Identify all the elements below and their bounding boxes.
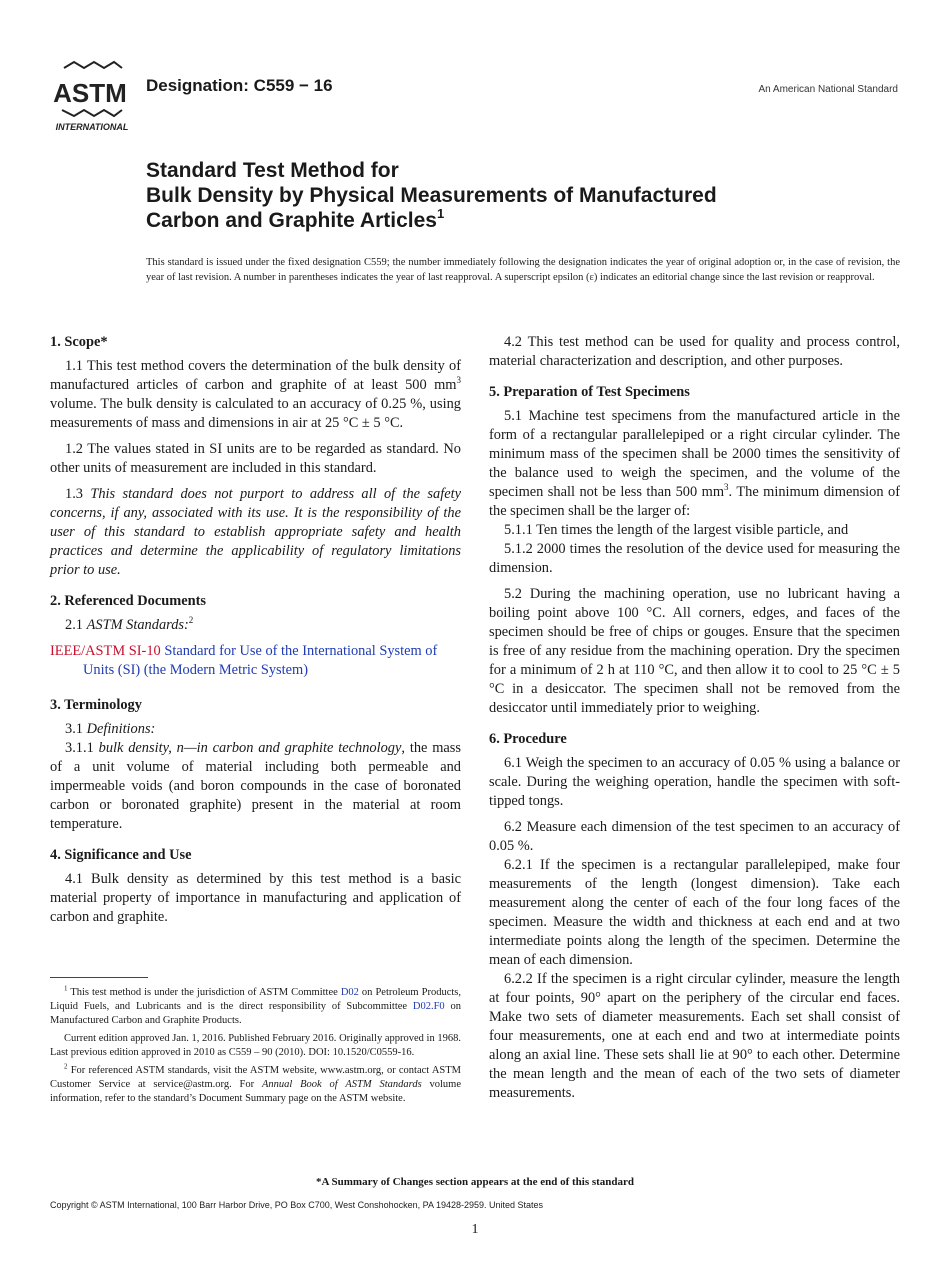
right-column	[489, 333, 900, 1110]
para-5-2: 5.2 During the machining operation, use no lubricant having a boiling point above 100 °C. All corners, edges, and faces of the specimen should be free of chips or gouges. Ensure that the specimen is free of any residue from the machining operation. Dry the specimen for a minimum of 2 h at 110 °C, and then allow it to cool to 25 °C ± 5 °C in a desiccator. The specimen shall not be removed from the desiccator until immediately prior to weighing.	[489, 586, 900, 716]
title-line-1: Standard Test Method for	[146, 159, 399, 182]
para-5-1: 5.1 Machine test specimens from the manufactured article in the form of a rectangular parallelepiped or a right circular cylinder. The minimum mass of the specimen shall be 2000 times the sensitivity of the balance used to weigh the specimen, and the volume of the specimen shall not be less than 500 $mm^3$. The minimum dimension of the specimen shall be the larger of:	[489, 408, 901, 519]
para-3-1: 3.1 Definitions:	[65, 721, 156, 737]
section-heading-preparation: 5. Preparation of Test Specimens	[489, 384, 690, 400]
footnote-1: $^1$ This test method is under the jurisdiction of ASTM Committee D02 on Petroleum Products, Liquid Fuels, and Lubricants and is the direct responsibility of Subcommittee D02.F0 on Manufactured Carbon and Graphite Products.	[50, 984, 462, 1026]
section-heading-scope: 1. Scope*	[50, 334, 108, 350]
para-1-3: 1.3 This standard does not purport to address all of the safety concerns, if any, associated with its use. It is the responsibility of the user of this standard to establish appropriate safety and health practices and determine the applicability of regulatory limitations prior to use.	[50, 486, 461, 578]
para-1-2: 1.2 The values stated in SI units are to be regarded as standard. No other units of measurement are included in this standard.	[50, 441, 461, 476]
para-4-2: 4.2 This test method can be used for quality and process control, material characterization and description, and other purposes.	[489, 334, 900, 369]
para-6-2-1: 6.2.1 If the specimen is a rectangular parallelepiped, make four measurements of the length (longest dimension). Take each measurement along the center of each of the four long faces of the specimen. Measure the width and thickness at each end and at two intermediate points along the length of the specimen. Determine the mean of each dimension.	[489, 857, 900, 968]
summary-of-changes-note: *A Summary of Changes section appears at the end of this standard	[315, 1176, 635, 1188]
para-6-2-2: 6.2.2 If the specimen is a right circular cylinder, measure the length at four points, 90° apart on the periphery of the circular end faces. Make two sets of diameter measurements. Each set shall consist of four measurements, one at each end and two at intermediate points along an axial line. These sets shall lie at 90° to each other. Determine the mean length and the mean of each of the two sets of diameter measurements.	[489, 971, 900, 1101]
title-line-3: Carbon and Graphite Articles$^1$	[146, 206, 445, 232]
logo-text: ASTM	[53, 78, 127, 108]
section-heading-terminology: 3. Terminology	[50, 697, 142, 713]
logo-subtext: INTERNATIONAL	[55, 122, 129, 132]
section-heading-procedure: 6. Procedure	[489, 731, 567, 747]
para-6-2: 6.2 Measure each dimension of the test specimen to an accuracy of 0.05 %.	[489, 819, 900, 854]
para-5-1-2: 5.1.2 2000 times the resolution of the device used for measuring the dimension.	[489, 541, 900, 576]
document-title	[146, 158, 866, 233]
section-heading-significance: 4. Significance and Use	[50, 847, 192, 863]
intro-paragraph: This standard is issued under the fixed designation C559; the number immediately following the designation indicates the year of original adoption or, in the case of revision, the year of last revision. A number in parentheses indicates the year of last reapproval. A superscript epsilon (ε) indicates an editorial change since the last revision or reapproval.	[146, 257, 900, 283]
title-line-2: Bulk Density by Physical Measurements of Manufactured	[146, 184, 717, 207]
reference-si10-link[interactable]: IEEE/ASTM SI-10 Standard for Use of the International System of Units (SI) (the Modern Metric System)	[50, 643, 438, 678]
para-5-1-1: 5.1.1 Ten times the length of the largest visible particle, and	[504, 522, 849, 538]
copyright-line: Copyright © ASTM International, 100 Barr Harbor Drive, PO Box C700, West Conshohocken, PA 19428-2959. United States	[50, 1200, 544, 1210]
footnote-approval: Current edition approved Jan. 1, 2016. Published February 2016. Originally approved in 1968. Last previous edition approved in 2010 as C559 – 90 (2010). DOI: 10.1520/C0559-16.	[50, 1033, 461, 1058]
astm-logo	[50, 58, 134, 134]
footnote-divider	[50, 977, 148, 978]
section-heading-referenced-documents: 2. Referenced Documents	[50, 593, 206, 609]
designation: Designation: C559 − 16	[146, 76, 333, 95]
footnotes	[50, 986, 461, 1110]
subcommittee-d02f0-link[interactable]: D02.F0	[412, 1001, 445, 1012]
footnote-2: $^2$ For referenced ASTM standards, visit the ASTM website, www.astm.org, or contact ASTM Customer Service at service@astm.org. For Annual Book of ASTM Standards volume information, refer to the standard’s Document Summary page on the ASTM website.	[50, 1062, 461, 1104]
committee-d02-link[interactable]: D02	[340, 987, 359, 998]
title-footnote-mark[interactable]: 1	[436, 206, 445, 221]
national-standard-label: An American National Standard	[758, 84, 898, 95]
para-1-1: 1.1 This test method covers the determination of the bulk density of manufactured articles of carbon and graphite of at least 500 $mm^3$ volume. The bulk density is calculated to an accuracy of 0.25 %, using measurements of mass and dimensions in air at 25 °C ± 5 °C.	[50, 358, 461, 431]
page-number: 1	[471, 1222, 479, 1237]
para-6-1: 6.1 Weigh the specimen to an accuracy of 0.05 % using a balance or scale. During the weighing operation, handle the specimen with soft-tipped tongs.	[489, 755, 900, 809]
para-3-1-1: 3.1.1 bulk density, n—in carbon and graphite technology, the mass of a unit volume of material including both permeable and impermeable voids (and boron compounds in the case of boronated carbon or boronated graphite) present in the material at room temperature.	[50, 740, 462, 832]
para-4-1: 4.1 Bulk density as determined by this test method is a basic material property of importance in manufacturing and application of carbon and graphite.	[50, 871, 461, 925]
para-2-1: 2.1 ASTM Standards:$^2$	[65, 615, 194, 633]
left-column	[50, 333, 461, 934]
